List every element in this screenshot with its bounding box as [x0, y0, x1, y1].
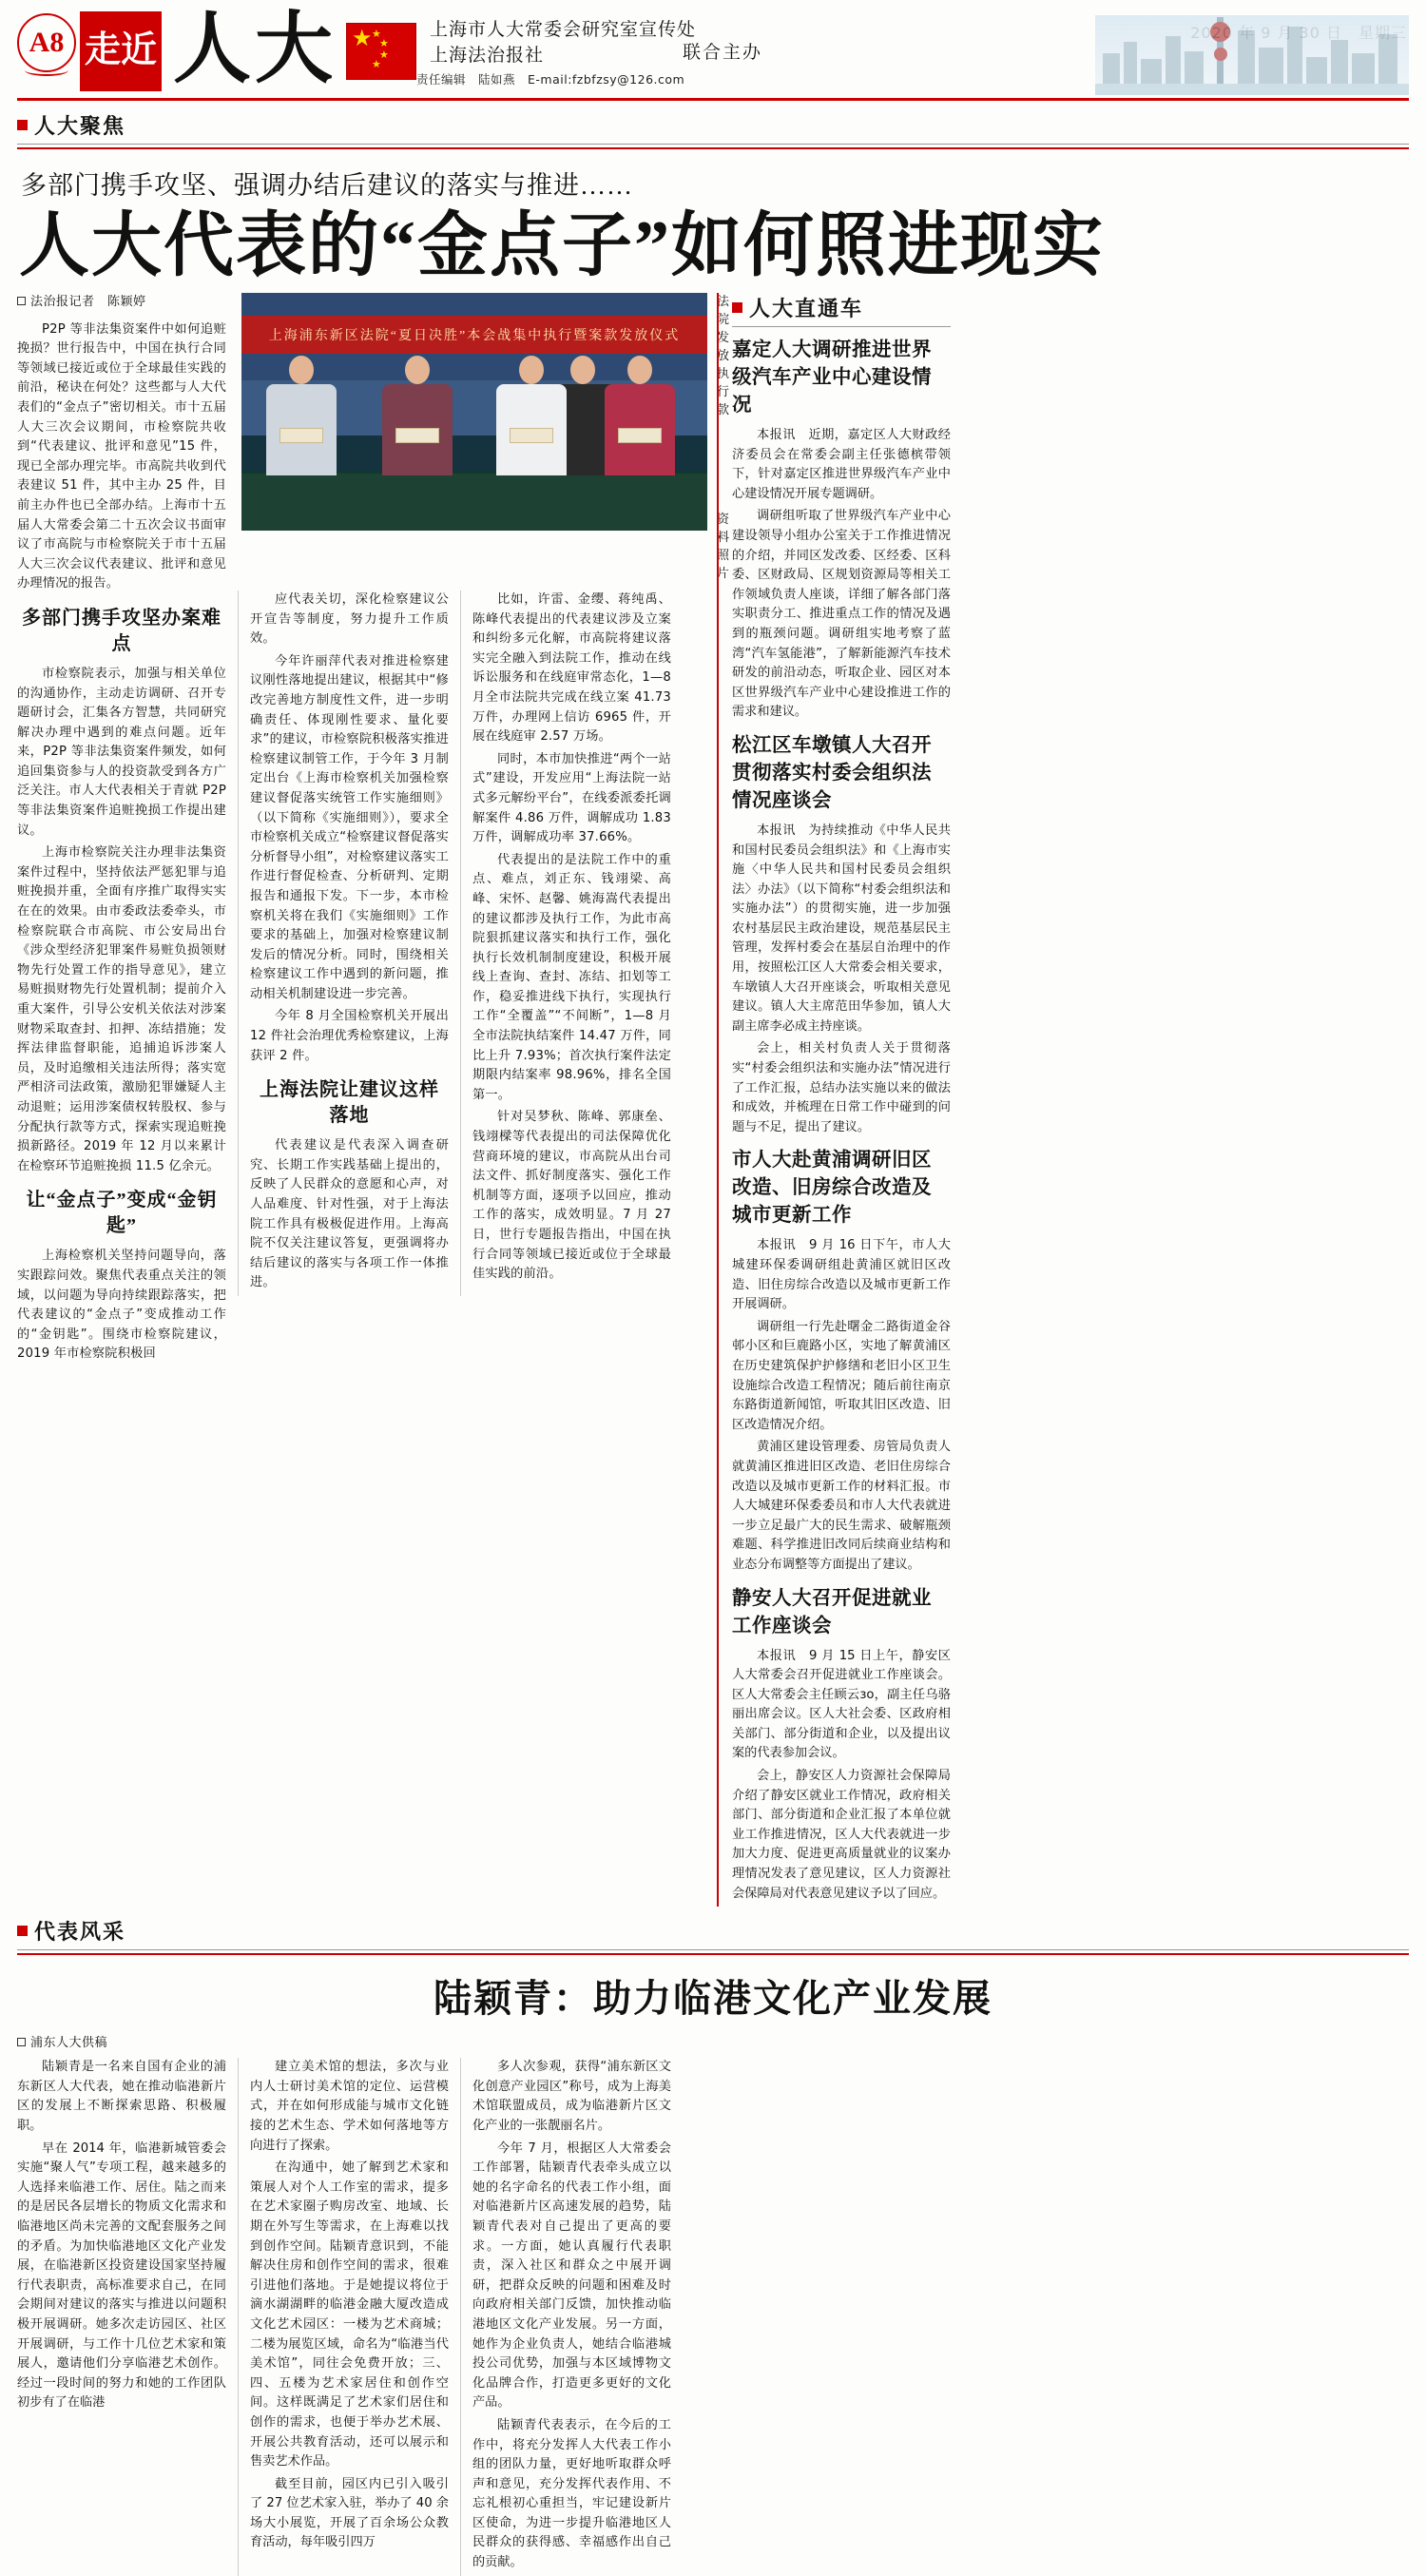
divider-thin-2 [17, 1949, 1409, 1950]
page-number-badge: A8 [17, 13, 76, 72]
rail-item-title: 嘉定人大调研推进世界级汽车产业中心建设情况 [732, 339, 932, 416]
person-figure [382, 356, 453, 475]
article-body-grid [17, 293, 1409, 1907]
paragraph: 建立美术馆的想法，多次与业内人士研讨美术馆的定位、运营模式，并在如何形成能与城市文化链接的艺术生态、学术如何落地等方向进行了探索。 [250, 2060, 449, 2153]
rail-item-title: 松江区车墩镇人大召开贯彻落实村委会组织法情况座谈会 [732, 734, 932, 811]
masthead [17, 6, 1409, 101]
byline-marker-icon [17, 2038, 26, 2046]
subheading-3: 上海法院让建议这样落地 [260, 1079, 439, 1127]
photo-credit: 资料照片 [717, 513, 731, 581]
subheading-2: 让“金点子”变成“金钥匙” [26, 1190, 218, 1237]
divider-thin-rail [732, 326, 951, 327]
paragraph: 陆颖青是一名来自国有企业的浦东新区人大代表，她在推动临港新片区的发展上不断探索思路、积极履职。 [17, 2060, 226, 2133]
joint-publish-label: 联合主办 [683, 42, 763, 63]
divider-thin-1 [17, 144, 1409, 145]
section-label-profile: 代表风采 [34, 1920, 126, 1945]
photo-banner-text: 上海浦东新区法院“夏日决胜”本会战集中执行暨案款发放仪式 [241, 316, 707, 354]
divider-thick-1 [17, 147, 1409, 149]
publisher-line-2: 上海法治报社 [430, 45, 545, 66]
paragraph: 同时，本市加快推进“两个一站式”建设，开发应用“上海法院一站式多元解纷平台”，在线委派委托调解案件 4.86 万件，调解成功 1.83 万件，调解成功率 37.66%。 [472, 751, 671, 845]
article-column-3 [460, 591, 683, 1296]
subheading-1: 多部门携手攻坚办案难点 [22, 607, 222, 654]
paragraph: 调研组一行先赴曙金二路街道金谷邨小区和巨鹿路小区，实地了解黄浦区在历史建筑保护护修缮和老旧小区卫生设施综合改造工程情况；随后前往南京东路街道新闻馆，听取其旧区改造、旧区改造情况介绍。 [732, 1319, 951, 1432]
feature-column-2 [238, 2058, 460, 2575]
paragraph: 本报讯 近期，嘉定区人大财政经济委员会在常委会副主任张德槟带领下，针对嘉定区推进世界级汽车产业中心建设情况开展专题调研。 [732, 428, 951, 501]
person-figure [266, 356, 337, 475]
paragraph: 今年 8 月全国检察机关开展出 12 件社会治理优秀检察建议，上海获评 2 件。 [250, 1009, 449, 1063]
rail-item [732, 337, 951, 723]
star-icon-large: ★ [352, 25, 373, 51]
paragraph: 在沟通中，她了解到艺术家和策展人对个人工作室的需求，提多在艺术家圈子购房改室、地域、长期在外写生等需求，在上海难以找到创作空间。陆颖青意识到，不能解决住房和创作空间的需求，很难引进他们落地。于是她提议将位于滴水湖湖畔的临港金融大厦改造成文化艺术园区：一楼为艺术商城；二楼为展览区域，命名为“临港当代美术馆”，同往会免费开放；三、四、五楼为艺术家居住和创作空间。这样既满足了艺术家们居住和创作的需求，也便于举办艺术展、开展公共教育活动，还可以展示和售卖艺术作品。 [250, 2160, 449, 2469]
paragraph: 会上，相关村负责人关于贯彻落实“村委会组织法和实施办法”情况进行了工作汇报，总结办法实施以来的做法和成效，并梳理在日常工作中碰到的问题与不足，提出了建议。 [732, 1041, 951, 1134]
paragraph: 代表建议是代表深入调查研究、长期工作实践基础上提出的，反映了人民群众的意愿和心声，对人品难度、针对性强，对于上海法院工作具有极极促进作用。上海高院不仅关注建议答复，更强调将办结后建议的落实与各项工作一体推进。 [250, 1138, 449, 1290]
feature-byline-text: 浦东人大供稿 [30, 2036, 108, 2051]
paragraph: 比如，许雷、金缨、蒋纯禹、陈峰代表提出的代表建议涉及立案和纠纷多元化解，市高院将建议落实完全融入到法院工作，推动在线诉讼服务和在线庭审常态化，1—8 月全市法院共完成在线立案 41.73 万件，办理网上信访 6965 件，开展在线庭审 2.57 万场。 [472, 592, 671, 745]
article-byline [17, 293, 226, 313]
section-header-focus [17, 110, 1409, 140]
brand-title: 人大 [173, 6, 337, 92]
national-emblem-icon [346, 23, 416, 80]
paragraph: 上海检察机关坚持问题导向，落实跟踪问效。聚焦代表重点关注的领域，以问题为导向持续跟踪落实，把代表建议的“金点子”变成推动工作的“金钥匙”。围绕市检察院建议，2019 年市检察院积极回 [17, 1249, 226, 1362]
paragraph: 今年 7 月，根据区人大常委会工作部署，陆颖青代表牵头成立以她的名字命名的代表工作小组，面对临港新片区高速发展的趋势，陆颖青代表对自己提出了更高的要求。一方面，她认真履行代表职责，深入社区和群众之中展开调研，把群众反映的问题和困难及时向政府相关部门反馈，加快推动临港地区文化产业发展。另一方面，她作为企业负责人，她结合临港城投公司优势，加强与本区域博物文化品牌合作，打造更多更好的文化产品。 [472, 2140, 671, 2411]
article-column-1 [17, 293, 238, 1907]
star-icon-4: ★ [372, 58, 381, 70]
paragraph: 市检察院表示，加强与相关单位的沟通协作，主动走访调研、召开专题研讨会，汇集各方智慧，共同研究解决办理中遇到的难点问题。近年来，P2P 等非法集资案件频发，如何追回集资参与人的投资款受到各方广泛关注。市人大代表相关于青就 P2P 等非法集资案件追赃挽损工作提出建议。 [17, 666, 226, 838]
paragraph: 早在 2014 年，临港新城管委会实施“聚人气”专项工程，越来越多的人选择来临港工作、居住。陆之而来的是居民各层增长的物质文化需求和临港地区尚未完善的文配套服务之间的矛盾。为加快临港地区文化产业发展，在临港新区投资建设国家坚持履行代表职责，高标准要求自己，在同会期间对建议的落实与推进以问题积极开展调研。她多次走访园区、社区开展调研，与工作十几位艺术家和策展人，邀请他们分享临港艺术创作。经过一段时间的努力和她的工作团队初步有了在临港 [17, 2140, 226, 2411]
paragraph: 今年许丽萍代表对推进检察建议刚性落地提出建议，根据其中“修改完善地方制度性文件，进一步明确责任、体现刚性要求、量化要求”的建议，市检察院积极落实推进检察建议制管工作，于今年 3 月制定出台《上海市检察机关加强检察建议督促落实统管工作实施细则》（以下简称《实施细则》），要求全市检察机关成立“检察建议督促落实分析督导小组”，对检察建议落实工作进行督促检查、分析研判、定期报告和通报下发。下一步，本市检察机关将在我们《实施细则》工作要求的基础上，加强对检察建议制发后的情况分析。同时，围绕相关检察建议工作中遇到的新问题，推动相关机制建设进一步完善。 [250, 653, 449, 1001]
paragraph: 上海市检察院关注办理非法集资案件过程中，坚持依法严惩犯罪与追赃挽损并重，全面有序推广取得实实在在的效果。由市委政法委牵头，市检察院联合市高院、市公安局出台《涉众型经济犯罪案件易赃负损领财物先行处置工作的指导意见》，建立易赃损财物先行处置机制；提前介入重大案件，引导公安机关依法对涉案财物采取查封、扣押、冻结措施；发挥法律监督职能，追捕追诉涉案人员，及时追缴相关违法所得；落实宽严相济司法政策，激励犯罪嫌疑人主动退赃；运用涉案债权转股权、参与分配执行款等方式，探索实现追赃挽损新路径。2019 年 12 月以来累计在检察环节追赃挽损 11.5 亿余元。 [17, 845, 226, 1173]
divider-thick-2 [17, 1953, 1409, 1955]
skyline-illustration [1095, 15, 1409, 95]
photo-image [241, 293, 707, 531]
star-icon-1: ★ [372, 28, 381, 40]
editor-line: 责任编辑 陆如燕 E-mail:fzbfzsy@126.com [416, 72, 685, 87]
square-bullet-icon [17, 120, 28, 130]
paragraph: P2P 等非法集资案件中如何追赃挽损？世行报告中，中国在执行合同等领域已接近或位于全球最佳实践的前沿，秘诀在何处？这些都与人大代表们的“金点子”密切相关。市十五届人大三次会议期间，市检察院共收到“代表建议、批评和意见”15 件，现已全部办理完毕。市高院共收到代表建议 51 件，其中主办 25 件，目前主办件也已全部办结。上海市十五届人大常委会第二十五次会议书面审议了市高院与市检察院关于市十五届人大三次会议代表建议、批评和意见办理情况的报告。 [17, 321, 226, 591]
rail-item-title: 市人大赴黄浦调研旧区改造、旧房综合改造及城市更新工作 [732, 1150, 932, 1227]
paragraph: 调研组听取了世界级汽车产业中心建设领导小组办公室关于工作推进情况的介绍，并同区发改委、区经委、区科委、区财政局、区规划资源局等相关工作领域负责人座谈，详细了解各部门落实职责分工、推进重点工作的情况及遇到的瓶颈问题。调研组实地考察了蓝湾“汽车氢能港”，了解新能源汽车技术研发的前沿动态，听取企业、园区对本区世界级汽车产业中心建设推进工作的需求和建议。 [732, 509, 951, 720]
section-header-profile [17, 1916, 1409, 1946]
feature-column-3 [460, 2058, 683, 2575]
rail-item [732, 732, 951, 1138]
photo-row [238, 293, 731, 583]
byline-marker-icon [17, 297, 26, 305]
feature-headline: 陆颖青：助力临港文化产业发展 [434, 1977, 992, 2021]
person-figure [605, 356, 675, 475]
section-header-express [732, 293, 951, 322]
paragraph: 会上，静安区人力资源社会保障局介绍了静安区就业工作情况，政府相关部门、部分街道和企业汇报了本单位就业工作推进情况，区人大代表就进一步加大力度、促进更高质量就业的议案办理情况发表了意见建议，区人力资源社会保障局对代表意见建议予以了回应。 [732, 1769, 951, 1901]
article-column-2 [238, 591, 460, 1296]
photo-figure [241, 293, 707, 583]
square-bullet-icon [17, 1926, 28, 1936]
section-label-express: 人大直通车 [749, 297, 864, 320]
feature-column-1 [17, 2058, 238, 2575]
feature-byline [17, 2032, 1409, 2050]
feature-body-grid [17, 2058, 1409, 2575]
paragraph: 本报讯 9 月 15 日上午，静安区人大常委会召开促进就业工作座谈会。区人大常委会主任顾云зо，副主任乌骆丽出席会议。区人大社会委、区政府相关部门、部分街道和企业，以及提出议案的代表参加会议。 [732, 1648, 951, 1761]
lead-kicker: 多部门携手攻坚、强调办结后建议的落实与推进…… [21, 171, 633, 200]
square-bullet-icon [732, 302, 742, 313]
brand-zoujin [80, 11, 162, 91]
paragraph: 截至目前，园区内已引入吸引了 27 位艺术家入驻，举办了 40 余场大小展览，开展了百余场公众教育活动，每年吸引四万 [250, 2476, 449, 2550]
publisher-line-1: 上海市人大常委会研究室宣传处 [430, 19, 697, 40]
star-icon-2: ★ [379, 37, 389, 49]
lead-headline: 人大代表的“金点子”如何照进现实 [19, 207, 1105, 285]
brand-zoujin-text: 走近 [84, 30, 157, 71]
byline-text: 法治报记者 陈颖婷 [30, 295, 146, 309]
rail-item [732, 1147, 951, 1575]
paragraph: 针对吴梦秋、陈峰、郭康垒、钱翊樑等代表提出的司法保障优化营商环境的建议，市高院从出台司法文件、抓好制度落实、强化工作机制等方面，逐项予以回应，推动工作的落实，成效明显。7 月 27 日，世行专题报告指出，中国在执行合同等领域已接近或位于全球最佳实践的前沿。 [472, 1110, 671, 1282]
paragraph: 陆颖青代表表示，在今后的工作中，将充分发挥人大代表工作小组的团队力量，更好地听取群众呼声和意见，充分发挥代表作用、不忘礼根初心重担当，牢记建设新片区使命，为进一步提升临港地区人民群众的获得感、幸福感作出自己的贡献。 [472, 2417, 671, 2570]
section-label-focus: 人大聚焦 [34, 114, 126, 138]
paragraph: 应代表关切，深化检察建议公开宣告等制度，努力提升工作质效。 [250, 592, 449, 647]
star-icon-3: ★ [379, 48, 389, 61]
person-figure [496, 356, 567, 475]
paragraph: 代表提出的是法院工作中的重点、难点，刘正东、钱翊梁、高峰、宋怀、赵馨、姚海嵩代表提出的建议都涉及执行工作，为此市高院狠抓建议落实和执行工作，强化执行长效机制制度建设，积极开展线上查询、查封、冻结、扣划等工作，稳妥推进线下执行，实现执行工作“全覆盖”“不间断”，1—8 月全市法院执结案件 14.47 万件，同比上升 7.93%；首次执行案件法定期限内结案率 98.96%，排名全国第一。 [472, 852, 671, 1102]
photo-caption-main: 法院发放执行款 [717, 295, 731, 417]
rail-item [732, 1585, 951, 1905]
paragraph: 黄浦区建设管理委、房管局负责人就黄浦区推进旧区改造、老旧住房综合改造以及城市更新工作的材料汇报。市人大城建环保委委员和市人大代表就进一步立足最广大的民生需求、破解瓶颈难题、科学推进旧改同后续商业结构和业态分布调整等方面提出了建议。 [732, 1440, 951, 1572]
paragraph: 本报讯 9 月 16 日下午，市人大城建环保委调研组赴黄浦区就旧区改造、旧住房综合改造以及城市更新工作开展调研。 [732, 1238, 951, 1312]
paragraph: 本报讯 为持续推动《中华人民共和国村民委员会组织法》和《上海市实施〈中华人民共和国村民委员会组织法〉办法》（以下简称“村委会组织法和实施办法”）的贯彻实施，进一步加强农村基层民主政治建设，规范基层民主管理，发挥村委会在基层自治理中的作用，按照松江区人大常委会相关要求，车墩镇人大召开座谈会，听取相关意见建议。镇人大主席范田华参加，镇人大副主席李必成主持座谈。 [732, 823, 951, 1034]
rail-item-title: 静安人大召开促进就业工作座谈会 [732, 1587, 932, 1637]
paragraph: 多人次参观，获得“浦东新区文化创意产业园区”称号，成为上海美术馆联盟成员，成为临港新片区文化产业的一张靓丽名片。 [472, 2060, 671, 2133]
right-rail [717, 293, 951, 1907]
